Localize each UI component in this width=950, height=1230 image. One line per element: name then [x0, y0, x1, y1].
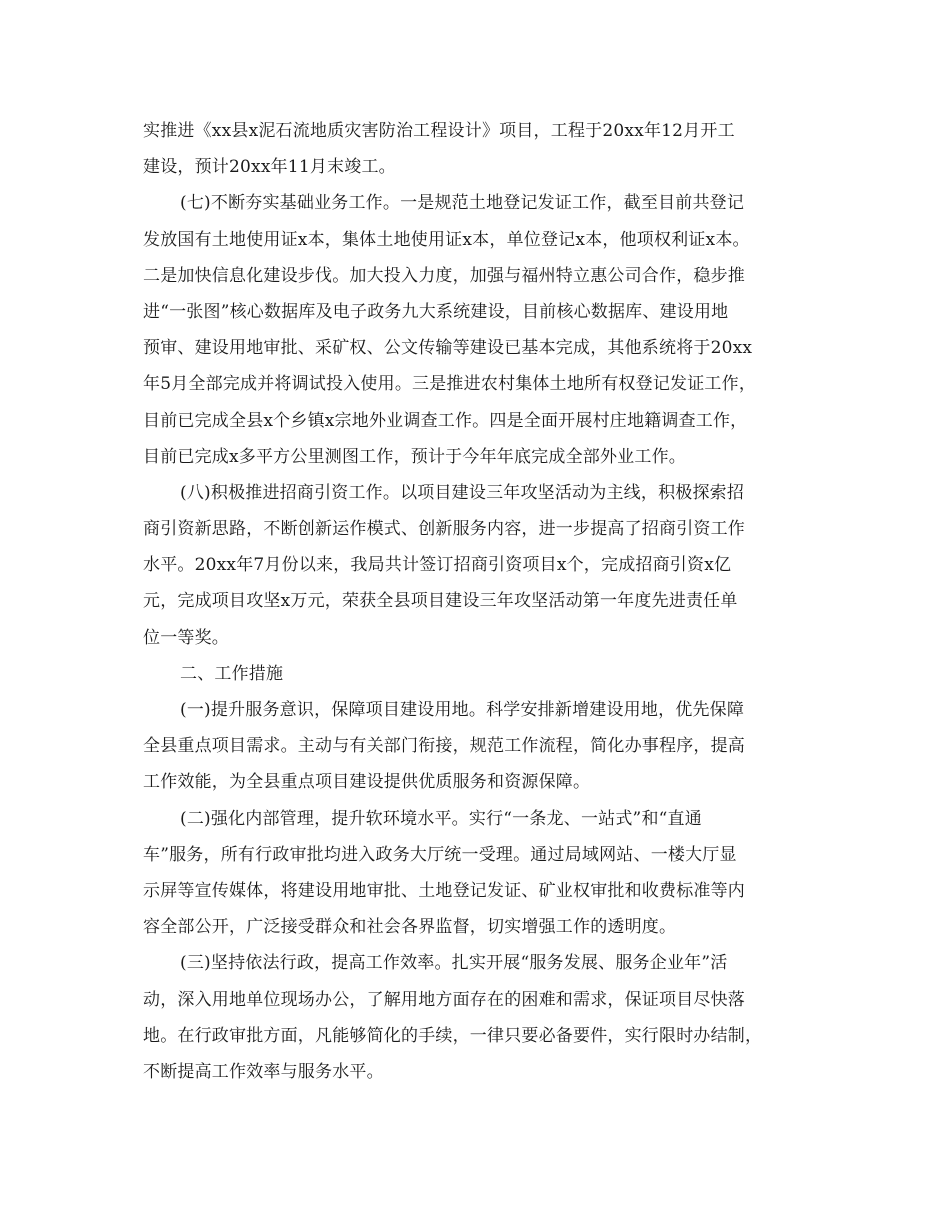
text-line: 进“一张图”核心数据库及电子政务九大系统建设，目前核心数据库、建设用地	[143, 301, 729, 322]
text-line: 目前已完成全县x个乡镇x宗地外业调查工作。四是全面开展村庄地籍调查工作，	[143, 410, 748, 431]
text-line: 车”服务，所有行政审批均进入政务大厅统一受理。通过局域网站、一楼大厅显	[143, 844, 737, 865]
text-line: 目前已完成x多平方公里测图工作，预计于今年年底完成全部外业工作。	[143, 446, 686, 467]
text-line: 发放国有土地使用证x本，集体土地使用证x本，单位登记x本，他项权利证x本。	[143, 229, 750, 250]
text-line: 二是加快信息化建设步伐。加大投入力度，加强与福州特立惠公司合作，稳步推	[143, 265, 745, 286]
text-line: 建设，预计20xx年11月末竣工。	[143, 157, 396, 178]
document-body	[143, 113, 823, 1090]
text-line: 年5月全部完成并将调试投入使用。三是推进农村集体土地所有权登记发证工作，	[143, 374, 757, 395]
text-line: (二)强化内部管理，提升软环境水平。实行“一条龙、一站式”和“直通	[180, 808, 702, 829]
text-line: 示屏等宣传媒体，将建设用地审批、土地登记发证、矿业权审批和收费标准等内	[143, 880, 745, 901]
text-line: (一)提升服务意识，保障项目建设用地。科学安排新增建设用地，优先保障	[180, 700, 745, 720]
text-line: 地。在行政审批方面，凡能够简化的手续，一律只要必备要件，实行限时办结制，	[143, 1025, 763, 1046]
text-line: (八)积极推进招商引资工作。以项目建设三年攻坚活动为主线，积极探索招	[180, 482, 745, 503]
text-line: 商引资新思路，不断创新运作模式、创新服务内容，进一步提高了招商引资工作	[143, 519, 745, 540]
text-line: 元，完成项目攻坚x万元，荣获全县项目建设三年攻坚活动第一年度先进责任单	[143, 591, 738, 612]
text-line: 预审、建设用地审批、采矿权、公文传输等建设已基本完成，其他系统将于20xx	[143, 338, 753, 359]
text-line: 全县重点项目需求。主动与有关部门衔接，规范工作流程，简化办事程序，提高	[143, 736, 745, 757]
text-line: 实推进《xx县x泥石流地质灾害防治工程设计》项目，工程于20xx年12月开工	[143, 121, 735, 141]
text-line: (三)坚持依法行政，提高工作效率。扎实开展“服务发展、服务企业年”活	[180, 953, 728, 974]
text-line: 位一等奖。	[143, 627, 229, 648]
text-line: 二、工作措施	[180, 663, 284, 684]
text-line: 动，深入用地单位现场办公，了解用地方面存在的困难和需求，保证项目尽快落	[143, 989, 745, 1010]
text-line: 水平。20xx年7月份以来，我局共计签订招商引资项目x个，完成招商引资x亿	[143, 555, 732, 576]
text-line: 不断提高工作效率与服务水平。	[143, 1061, 384, 1082]
text-line: (七)不断夯实基础业务工作。一是规范土地登记发证工作，截至目前共登记	[180, 193, 745, 214]
text-line: 容全部公开，广泛接受群众和社会各界监督，切实增强工作的透明度。	[143, 917, 677, 938]
text-line: 工作效能，为全县重点项目建设提供优质服务和资源保障。	[143, 772, 591, 793]
